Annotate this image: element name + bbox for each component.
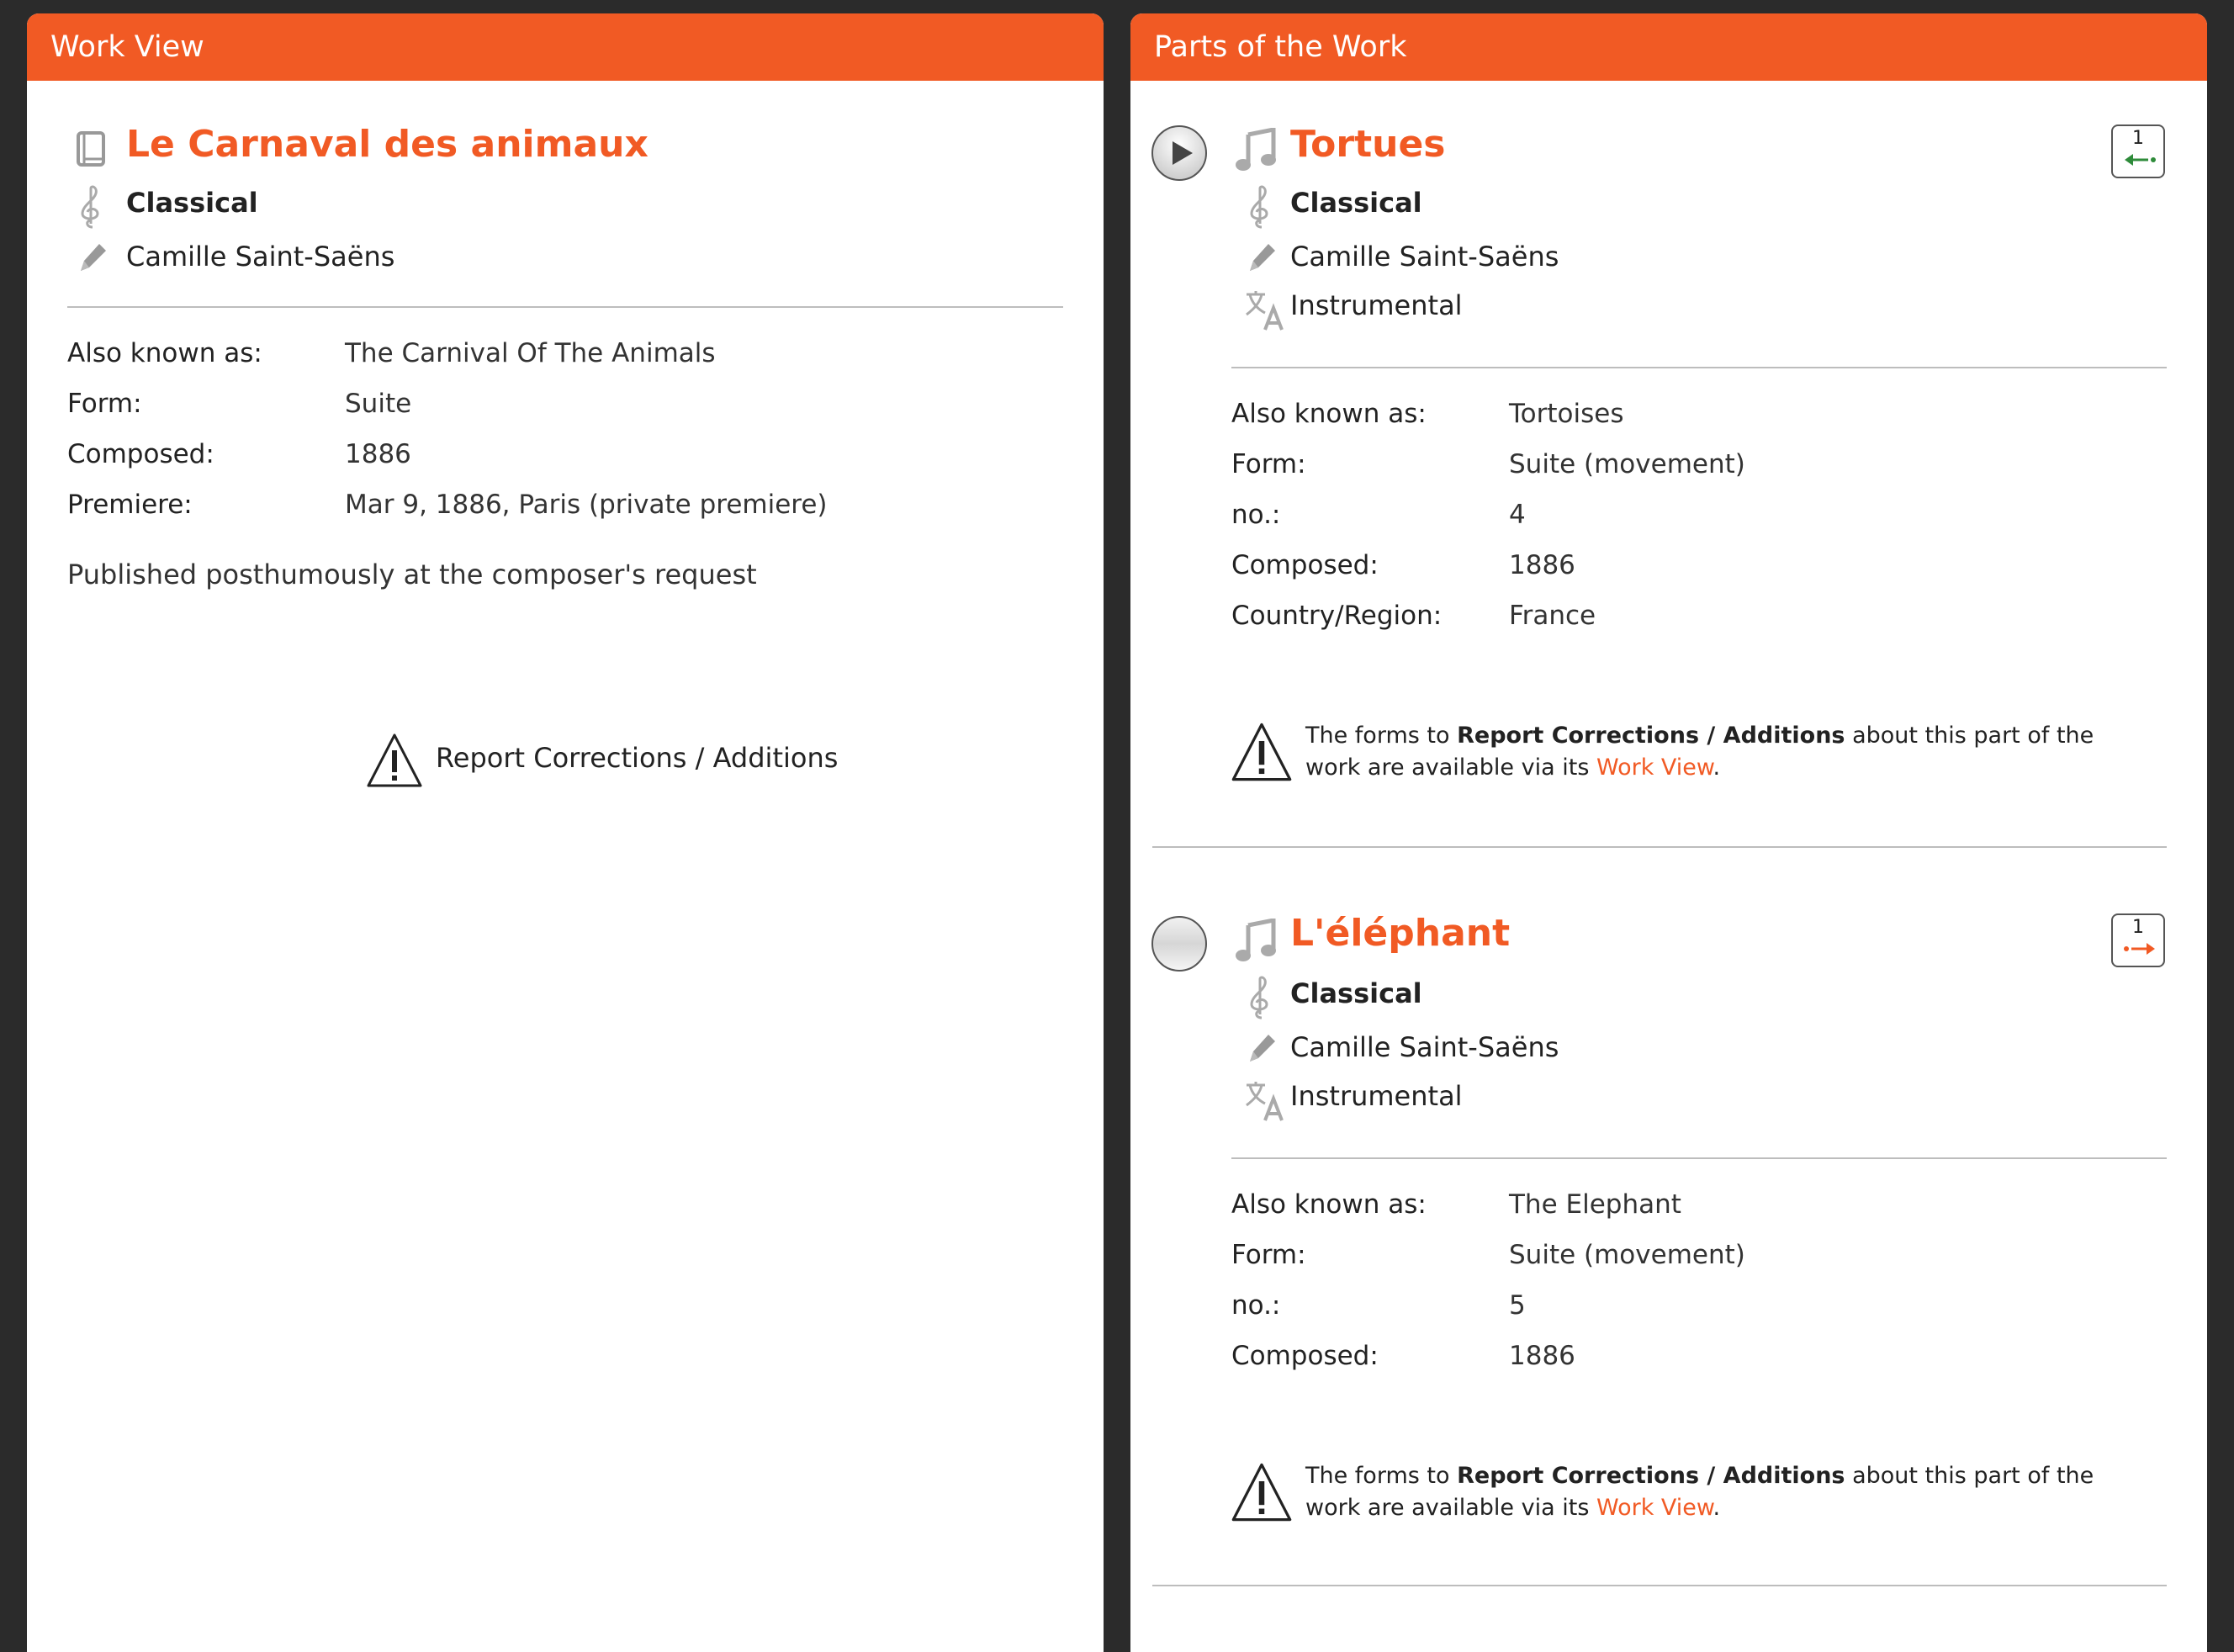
work-view-link[interactable]: Work View bbox=[1596, 755, 1713, 781]
divider bbox=[1231, 367, 2167, 368]
detail-label: Also known as: bbox=[1231, 1189, 1427, 1220]
detail-label: Form: bbox=[67, 389, 142, 419]
part-title[interactable]: L'éléphant bbox=[1290, 912, 1511, 955]
link-number: 1 bbox=[2132, 917, 2144, 938]
report-corrections-label: Report Corrections / Additions bbox=[436, 742, 839, 774]
treble-clef-icon bbox=[1247, 183, 1273, 230]
work-title[interactable]: Le Carnaval des animaux bbox=[126, 123, 648, 166]
treble-clef-icon bbox=[77, 183, 104, 230]
link-button[interactable] bbox=[2111, 124, 2165, 178]
detail-value: Suite (movement) bbox=[1509, 1240, 1745, 1270]
notice-text: about this part of the work are available via its bbox=[1305, 1463, 2094, 1521]
part-title[interactable]: Tortues bbox=[1290, 123, 1446, 166]
corrections-notice bbox=[1305, 1460, 2155, 1524]
treble-clef-icon bbox=[1247, 974, 1273, 1021]
detail-value: 5 bbox=[1509, 1290, 1526, 1321]
detail-value: The Elephant bbox=[1509, 1189, 1681, 1220]
music-note-icon bbox=[1233, 919, 1278, 964]
notice-strong: Report Corrections / Additions bbox=[1457, 1463, 1845, 1489]
detail-label: Composed: bbox=[67, 439, 214, 469]
detail-value: France bbox=[1509, 601, 1596, 631]
notice-text: . bbox=[1713, 755, 1721, 781]
work-composer[interactable]: Camille Saint-Saëns bbox=[126, 241, 395, 273]
detail-value: Suite (movement) bbox=[1509, 449, 1745, 479]
notice-text: about this part of the work are available via its bbox=[1305, 723, 2094, 781]
notice-text: The forms to bbox=[1305, 1463, 1458, 1489]
pencil-icon bbox=[77, 241, 108, 274]
report-corrections-button[interactable] bbox=[338, 728, 843, 796]
part-composer[interactable]: Camille Saint-Saëns bbox=[1290, 241, 1559, 273]
work-note: Published posthumously at the composer's request bbox=[67, 559, 757, 590]
detail-label: Also known as: bbox=[67, 338, 262, 368]
detail-value: 1886 bbox=[1509, 1341, 1575, 1371]
warning-icon bbox=[1230, 720, 1294, 784]
link-button[interactable] bbox=[2111, 913, 2165, 967]
play-button[interactable] bbox=[1151, 915, 1208, 972]
play-button-icon bbox=[1151, 915, 1208, 972]
music-note-icon bbox=[1233, 128, 1278, 173]
detail-label: no.: bbox=[1231, 1290, 1281, 1321]
play-icon bbox=[1151, 124, 1208, 182]
notice-text: The forms to bbox=[1305, 723, 1458, 749]
work-view-header: Work View bbox=[27, 13, 1104, 81]
divider bbox=[1231, 1157, 2167, 1159]
detail-value: Suite bbox=[345, 389, 412, 419]
detail-label: Composed: bbox=[1231, 1341, 1379, 1371]
detail-label: Composed: bbox=[1231, 550, 1379, 580]
detail-label: Form: bbox=[1231, 449, 1306, 479]
detail-label: Also known as: bbox=[1231, 399, 1427, 429]
work-genre: Classical bbox=[126, 187, 258, 219]
pencil-icon bbox=[1247, 241, 1277, 274]
part-language: Instrumental bbox=[1290, 1080, 1463, 1112]
pencil-icon bbox=[1247, 1031, 1277, 1065]
book-icon bbox=[74, 130, 108, 168]
detail-value: Tortoises bbox=[1509, 399, 1624, 429]
link-icon bbox=[2123, 151, 2157, 170]
corrections-notice bbox=[1305, 720, 2155, 784]
part-genre: Classical bbox=[1290, 977, 1422, 1009]
part-composer[interactable]: Camille Saint-Saëns bbox=[1290, 1031, 1559, 1063]
part-separator bbox=[1152, 846, 2167, 848]
play-button[interactable] bbox=[1151, 124, 1208, 182]
detail-label: Form: bbox=[1231, 1240, 1306, 1270]
link-icon bbox=[2123, 940, 2157, 959]
work-view-panel bbox=[27, 13, 1104, 1652]
warning-icon bbox=[1230, 1460, 1294, 1524]
link-number: 1 bbox=[2132, 128, 2144, 149]
part-language: Instrumental bbox=[1290, 289, 1463, 321]
detail-value: 4 bbox=[1509, 500, 1526, 530]
detail-label: Country/Region: bbox=[1231, 601, 1443, 631]
part-separator bbox=[1152, 1585, 2167, 1586]
notice-text: . bbox=[1713, 1495, 1721, 1521]
part-genre: Classical bbox=[1290, 187, 1422, 219]
detail-value: Mar 9, 1886, Paris (private premiere) bbox=[345, 490, 828, 520]
parts-panel bbox=[1130, 13, 2207, 1652]
divider bbox=[67, 306, 1063, 308]
parts-header: Parts of the Work bbox=[1130, 13, 2207, 81]
detail-label: Premiere: bbox=[67, 490, 193, 520]
warning-icon bbox=[365, 732, 424, 789]
notice-strong: Report Corrections / Additions bbox=[1457, 723, 1845, 749]
detail-value: 1886 bbox=[345, 439, 411, 469]
detail-label: no.: bbox=[1231, 500, 1281, 530]
detail-value: 1886 bbox=[1509, 550, 1575, 580]
work-view-link[interactable]: Work View bbox=[1596, 1495, 1713, 1521]
translate-icon bbox=[1243, 288, 1287, 331]
detail-value: The Carnival Of The Animals bbox=[345, 338, 716, 368]
translate-icon bbox=[1243, 1078, 1287, 1122]
